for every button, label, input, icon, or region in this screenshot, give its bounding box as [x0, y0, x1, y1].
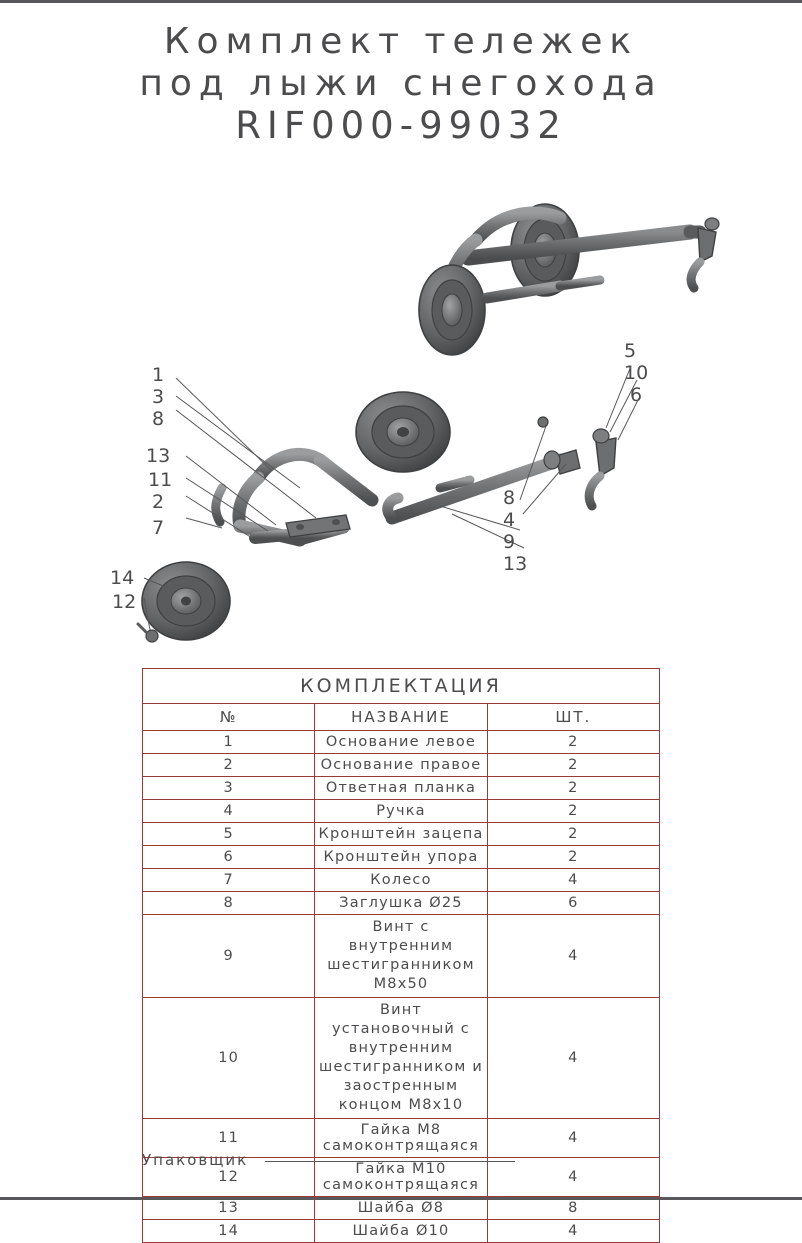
row-num: 10 — [143, 998, 315, 1119]
row-name: Кронштейн упора — [315, 846, 487, 869]
row-name: Винт установочный с внутренним шестигранником и заостренным концом М8х10 — [315, 998, 487, 1119]
callout-13-left: 13 — [146, 445, 171, 467]
table-row — [143, 998, 660, 1119]
table-row — [143, 800, 660, 823]
table-caption-row — [143, 669, 660, 704]
table-header-name: НАЗВАНИЕ — [315, 704, 487, 731]
row-name: Гайка М10 самоконтрящаяся — [315, 1158, 487, 1197]
row-num: 5 — [143, 823, 315, 846]
row-name: Ответная планка — [315, 777, 487, 800]
callout-6: 6 — [630, 384, 643, 406]
row-qty: 6 — [487, 892, 659, 915]
callout-14: 14 — [110, 567, 135, 589]
row-num: 4 — [143, 800, 315, 823]
part-nut-m10 — [146, 630, 158, 642]
title-line-1: Комплект тележек — [163, 21, 639, 62]
row-num: 6 — [143, 846, 315, 869]
table-row — [143, 846, 660, 869]
row-num: 8 — [143, 892, 315, 915]
callout-10: 10 — [624, 362, 649, 384]
exploded-cart-illustration — [138, 366, 639, 642]
row-name: Винт с внутренним шестигранником М8х50 — [315, 915, 487, 998]
row-num: 11 — [143, 1119, 315, 1158]
cart-wheel-lower-left — [142, 562, 230, 640]
packer-label: Упаковщик — [142, 1151, 249, 1169]
row-num: 12 — [143, 1158, 315, 1197]
cart-wheel-lower-upper — [356, 392, 450, 472]
row-name: Заглушка Ø25 — [315, 892, 487, 915]
table-header-qty: ШТ. — [487, 704, 659, 731]
row-num: 3 — [143, 777, 315, 800]
callout-8-left: 8 — [152, 408, 165, 430]
row-name: Основание левое — [315, 731, 487, 754]
row-qty: 8 — [487, 1197, 659, 1220]
row-num: 14 — [143, 1220, 315, 1243]
cart-bracket-upper — [690, 218, 719, 288]
table-row — [143, 731, 660, 754]
row-qty: 4 — [487, 1158, 659, 1197]
row-num: 9 — [143, 915, 315, 998]
row-qty: 2 — [487, 731, 659, 754]
row-qty: 2 — [487, 823, 659, 846]
table-row — [143, 892, 660, 915]
callout-2: 2 — [152, 491, 165, 513]
row-qty: 2 — [487, 777, 659, 800]
table-row — [143, 777, 660, 800]
part-plug — [538, 417, 548, 427]
callout-8-right: 8 — [503, 487, 516, 509]
row-qty: 2 — [487, 754, 659, 777]
row-name: Ручка — [315, 800, 487, 823]
row-name: Шайба Ø8 — [315, 1197, 487, 1220]
callout-11: 11 — [148, 469, 173, 491]
title-line-2: под лыжи снегохода — [139, 63, 663, 104]
page-title — [0, 21, 802, 147]
cart-wheel-upper-front — [419, 265, 485, 355]
row-qty: 4 — [487, 1220, 659, 1243]
signature-rule — [265, 1160, 515, 1162]
table-row — [143, 869, 660, 892]
row-qty: 4 — [487, 998, 659, 1119]
callout-3: 3 — [152, 386, 165, 408]
row-qty: 2 — [487, 846, 659, 869]
row-num: 7 — [143, 869, 315, 892]
row-num: 2 — [143, 754, 315, 777]
part-bracket-stop — [589, 438, 616, 506]
row-num: 13 — [143, 1197, 315, 1220]
callout-9: 9 — [503, 531, 516, 553]
callout-5: 5 — [624, 340, 637, 362]
packer-signature-line — [142, 1151, 662, 1169]
assembly-illustration — [0, 188, 802, 658]
part-catch-bracket — [593, 429, 609, 443]
row-name: Основание правое — [315, 754, 487, 777]
row-qty: 4 — [487, 869, 659, 892]
table-header-row — [143, 704, 660, 731]
row-num: 1 — [143, 731, 315, 754]
table-caption: КОМПЛЕКТАЦИЯ — [143, 669, 660, 704]
table-row — [143, 823, 660, 846]
callout-4: 4 — [503, 509, 516, 531]
assembled-cart-illustration — [419, 204, 719, 355]
callout-13-right: 13 — [503, 553, 528, 575]
title-line-3: RIF000-99032 — [235, 104, 567, 147]
callout-7: 7 — [152, 517, 165, 539]
row-qty: 2 — [487, 800, 659, 823]
row-name: Шайба Ø10 — [315, 1220, 487, 1243]
row-name: Кронштейн зацепа — [315, 823, 487, 846]
row-name: Колесо — [315, 869, 487, 892]
table-row — [143, 754, 660, 777]
row-qty: 4 — [487, 915, 659, 998]
table-row — [143, 1220, 660, 1243]
row-qty: 4 — [487, 1119, 659, 1158]
callout-12: 12 — [112, 591, 137, 613]
callout-1: 1 — [152, 364, 165, 386]
table-row — [143, 915, 660, 998]
row-name: Гайка М8 самоконтрящаяся — [315, 1119, 487, 1158]
table-header-num: № — [143, 704, 315, 731]
